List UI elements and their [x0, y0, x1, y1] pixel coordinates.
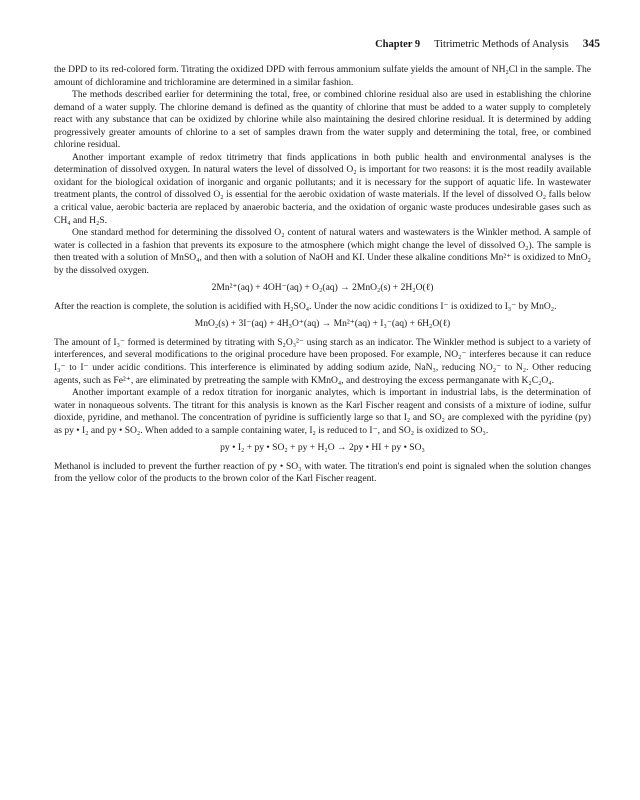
chapter-label: Chapter 9: [375, 39, 421, 50]
paragraph-8: Methanol is included to prevent the further reaction of py • SO₃ with water. The titration's end point is signaled when the solution changes from the yellow color of the products to the brown color of the Karl Fischer reagent.: [54, 460, 591, 485]
chapter-title: Titrimetric Methods of Analysis: [434, 39, 569, 50]
paragraph-3: Another important example of redox titrimetry that finds applications in both public health and environmental analyses is the determination of dissolved oxygen. In natural waters the level of dissolved O₂ is important for two reasons: it is the most readily available oxidant for the biological oxidation of inorganic and organic pollutants; and it is necessary for the support of aquatic life. In wastewater treatment plants, the control of dissolved O₂ is essential for the aerobic oxidation of waste materials. If the level of dissolved O₂ falls below a critical value, aerobic bacteria are replaced by anaerobic bacteria, and the oxidation of organic waste produces undesirable gases such as CH₄ and H₂S.: [54, 151, 591, 226]
paragraph-4: One standard method for determining the dissolved O₂ content of natural waters and wastewaters is the Winkler method. A sample of water is collected in a fashion that prevents its exposure to the atmosphere (which might change the level of dissolved O₂). The sample is then treated with a solution of MnSO₄, and then with a solution of NaOH and KI. Under these alkaline conditions Mn²⁺ is oxidized to MnO₂ by the dissolved oxygen.: [54, 227, 591, 276]
equation-2: MnO₂(s) + 3I⁻(aq) + 4H₃O⁺(aq) → Mn²⁺(aq) + I₃⁻(aq) + 6H₂O(ℓ): [194, 318, 451, 330]
paragraph-2: The methods described earlier for determining the total, free, or combined chlorine residual also are used in establishing the chlorine demand of a water supply. The chlorine demand is defined as the quantity of chlorine that must be added to a water supply to completely react with any substance that can be oxidized by chlorine while also maintaining the desired chlorine residual. It is determined by adding progressively greater amounts of chlorine to a set of samples drawn from the water supply and determining the total, free, or combined chlorine residual.: [54, 89, 591, 151]
paragraph-6: The amount of I₃⁻ formed is determined by titrating with S₂O₃²⁻ using starch as an indicator. The Winkler method is subject to a variety of interferences, and several modifications to the original procedure have been proposed. For example, NO₂⁻ interferes because it can reduce I₃⁻ to I⁻ under acidic conditions. This interference is eliminated by adding sodium azide, NaN₃, reducing NO₂⁻ to N₂. Other reducing agents, such as Fe²⁺, are eliminated by pretreating the sample with KMnO₄, and destroying the excess permanganate with K₂C₂O₄.: [54, 336, 591, 386]
page-number: 345: [582, 38, 600, 50]
paragraph-1: the DPD to its red-colored form. Titrating the oxidized DPD with ferrous ammonium sulfate yields the amount of NH₂Cl in the sample. The amount of dichloramine and trichloramine are determined in a similar fashion.: [54, 64, 591, 88]
paragraph-7: Another important example of a redox titration for inorganic analytes, which is important in industrial labs, is the determination of water in nonaqueous solvents. The titrant for this analysis is known as the Karl Fischer reagent and consists of a mixture of iodine, sulfur dioxide, pyridine, and methanol. The concentration of pyridine is sufficiently large so that I₂ and SO₂ are complexed with the pyridine (py) as py • I₂ and py • SO₂. When added to a sample containing water, I₂ is reduced to I⁻, and SO₂ is oxidized to SO₃.: [54, 387, 591, 436]
body-text: [54, 64, 591, 486]
equation-1: 2Mn²⁺(aq) + 4OH⁻(aq) + O₂(aq) → 2MnO₂(s) + 2H₂O(ℓ): [211, 282, 434, 294]
paragraph-5: After the reaction is complete, the solution is acidified with H₂SO₄. Under the now acidic conditions I⁻ is oxidized to I₃⁻ by MnO₂.: [54, 300, 557, 312]
running-head: [375, 38, 600, 50]
equation-3: py • I₂ + py • SO₂ + py + H₂O → 2py • HI + py • SO₃: [220, 442, 425, 454]
